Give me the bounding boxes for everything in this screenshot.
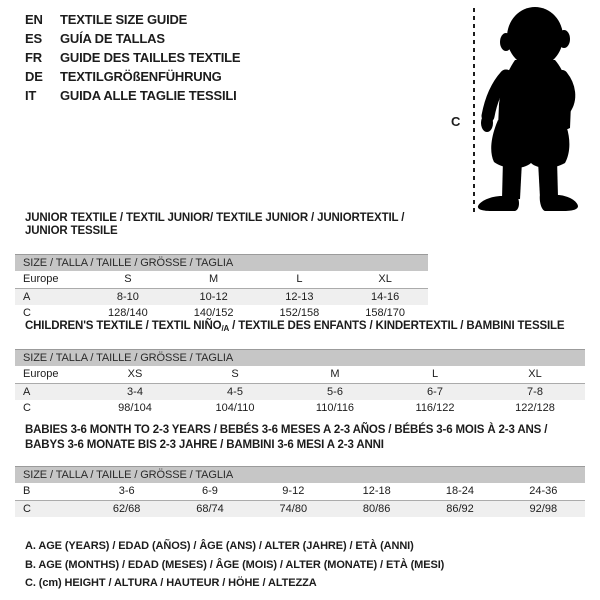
language-label: GUIDE DES TAILLES TEXTILE bbox=[60, 50, 241, 65]
table-cell: 74/80 bbox=[279, 503, 308, 515]
table-cell: 7-8 bbox=[527, 386, 543, 398]
language-row bbox=[25, 67, 240, 86]
table-cell: XS bbox=[127, 368, 143, 380]
table-title bbox=[15, 320, 585, 335]
table-cell: L bbox=[431, 368, 439, 380]
table-cell: 140/152 bbox=[193, 307, 234, 319]
row-label: C bbox=[23, 402, 31, 414]
table-row bbox=[15, 288, 428, 305]
table-cell: XL bbox=[378, 273, 392, 285]
table-cell: 3-4 bbox=[127, 386, 143, 398]
row-label: Europe bbox=[23, 273, 59, 285]
toddler-silhouette bbox=[478, 7, 578, 211]
table-cell: 80/86 bbox=[362, 503, 391, 515]
row-label: C bbox=[23, 307, 31, 319]
table-cell: 18-24 bbox=[445, 485, 475, 497]
table-body bbox=[15, 366, 585, 417]
table-cell: 8-10 bbox=[116, 291, 139, 303]
table-cell: 110/116 bbox=[315, 402, 355, 414]
table-cell: 98/104 bbox=[118, 402, 152, 414]
table-cell: 14-16 bbox=[371, 291, 400, 303]
footnotes bbox=[25, 537, 444, 593]
junior-textile-section bbox=[15, 212, 428, 322]
table-cell: 158/170 bbox=[365, 307, 405, 319]
table-row bbox=[15, 271, 428, 288]
footnote-a: A. AGE (YEARS) / EDAD (AÑOS) / ÂGE (ANS) / ALTER (JAHRE) / ETÀ (ANNI) bbox=[25, 540, 414, 552]
row-label: A bbox=[23, 291, 31, 303]
toddler-silhouette-figure bbox=[443, 4, 595, 216]
table-cell: 92/98 bbox=[529, 503, 558, 515]
table-cell: 6-9 bbox=[202, 485, 218, 497]
table-cell: 122/128 bbox=[515, 402, 555, 414]
row-label: Europe bbox=[23, 368, 59, 380]
table-cell: 6-7 bbox=[427, 386, 443, 398]
table-cell: 68/74 bbox=[196, 503, 224, 515]
table-body bbox=[15, 271, 428, 322]
row-label: C bbox=[23, 503, 31, 515]
language-code: IT bbox=[25, 88, 37, 103]
language-code: DE bbox=[25, 69, 43, 84]
table-cell: 116/122 bbox=[415, 402, 455, 414]
table-cell: M bbox=[209, 273, 219, 285]
table-cell: 128/140 bbox=[107, 307, 148, 319]
childrens-textile-section bbox=[15, 320, 585, 417]
footnote-b: B. AGE (MONTHS) / EDAD (MESES) / ÂGE (MOIS) / ALTER (MONATE) / ETÀ (MESI) bbox=[25, 558, 445, 571]
table-row bbox=[15, 483, 585, 500]
table-cell: 12-13 bbox=[285, 291, 314, 303]
table-title-line2: BABYS 3-6 MONATE BIS 2-3 JAHRE / BAMBINI 3-6 MESI A 2-3 ANNI bbox=[25, 439, 384, 451]
table-cell: 86/92 bbox=[446, 503, 474, 515]
language-row bbox=[25, 10, 240, 29]
table-cell: 9-12 bbox=[282, 485, 305, 497]
table-row bbox=[15, 366, 585, 383]
table-cell: XL bbox=[528, 368, 542, 380]
table-cell: 5-6 bbox=[327, 386, 343, 398]
language-code: FR bbox=[25, 50, 42, 65]
table-title-text: CHILDREN'S TEXTILE / TEXTIL NIÑO bbox=[25, 320, 222, 332]
table-cell: 62/68 bbox=[112, 503, 141, 515]
table-title bbox=[15, 212, 428, 240]
size-header-bar: SIZE / TALLA / TAILLE / GRÖSSE / TAGLIA bbox=[15, 254, 428, 271]
language-label: GUÍA DE TALLAS bbox=[60, 31, 165, 46]
table-cell: 12-18 bbox=[362, 485, 391, 497]
table-cell: 24-36 bbox=[529, 485, 558, 497]
table-cell: L bbox=[296, 273, 303, 285]
language-label: TEXTILE SIZE GUIDE bbox=[60, 12, 188, 27]
table-cell: 4-5 bbox=[227, 386, 243, 398]
table-cell: 152/158 bbox=[279, 307, 320, 319]
table-cell: 3-6 bbox=[118, 485, 135, 497]
table-row bbox=[15, 400, 585, 417]
table-cell: 104/110 bbox=[215, 402, 255, 414]
size-header-bar: SIZE / TALLA / TAILLE / GRÖSSE / TAGLIA bbox=[15, 349, 585, 366]
size-header-bar: SIZE / TALLA / TAILLE / GRÖSSE / TAGLIA bbox=[15, 466, 585, 483]
table-cell: 10-12 bbox=[199, 291, 228, 303]
table-title-text: JUNIOR TEXTILE / TEXTIL JUNIOR/ TEXTILE JUNIOR / JUNIORTEXTIL / JUNIOR TESSILE bbox=[25, 212, 405, 237]
language-list bbox=[25, 10, 240, 105]
table-title bbox=[15, 424, 585, 452]
language-row bbox=[25, 48, 240, 67]
table-title-text: BABIES 3-6 MONTH TO 2-3 YEARS / BEBÉS 3-6 MESES A 2-3 AÑOS / BÉBÉS 3-6 MOIS À 2-3 ANS / bbox=[25, 424, 548, 436]
table-body bbox=[15, 483, 585, 517]
table-row bbox=[15, 383, 585, 400]
table-title-suffix: / TEXTILE DES ENFANTS / KINDERTEXTIL / BAMBINI TESSILE bbox=[229, 320, 565, 332]
row-label: A bbox=[23, 386, 31, 398]
table-cell: S bbox=[231, 368, 239, 380]
language-row bbox=[25, 86, 240, 105]
language-code: ES bbox=[25, 31, 42, 46]
table-title-subscript: /A bbox=[221, 324, 230, 333]
footnote-c: C. (cm) HEIGHT / ALTURA / HAUTEUR / HÖHE / ALTEZZA bbox=[25, 577, 317, 589]
babies-textile-section bbox=[15, 424, 585, 517]
measure-label-c: C bbox=[451, 114, 461, 129]
language-row bbox=[25, 29, 240, 48]
table-cell: M bbox=[330, 368, 340, 380]
language-code: EN bbox=[25, 12, 43, 27]
row-label: B bbox=[23, 485, 31, 497]
language-label: GUIDA ALLE TAGLIE TESSILI bbox=[60, 88, 237, 103]
language-label: TEXTILGRÖßENFÜHRUNG bbox=[60, 69, 222, 84]
table-row bbox=[15, 500, 585, 517]
table-cell: S bbox=[124, 273, 132, 285]
